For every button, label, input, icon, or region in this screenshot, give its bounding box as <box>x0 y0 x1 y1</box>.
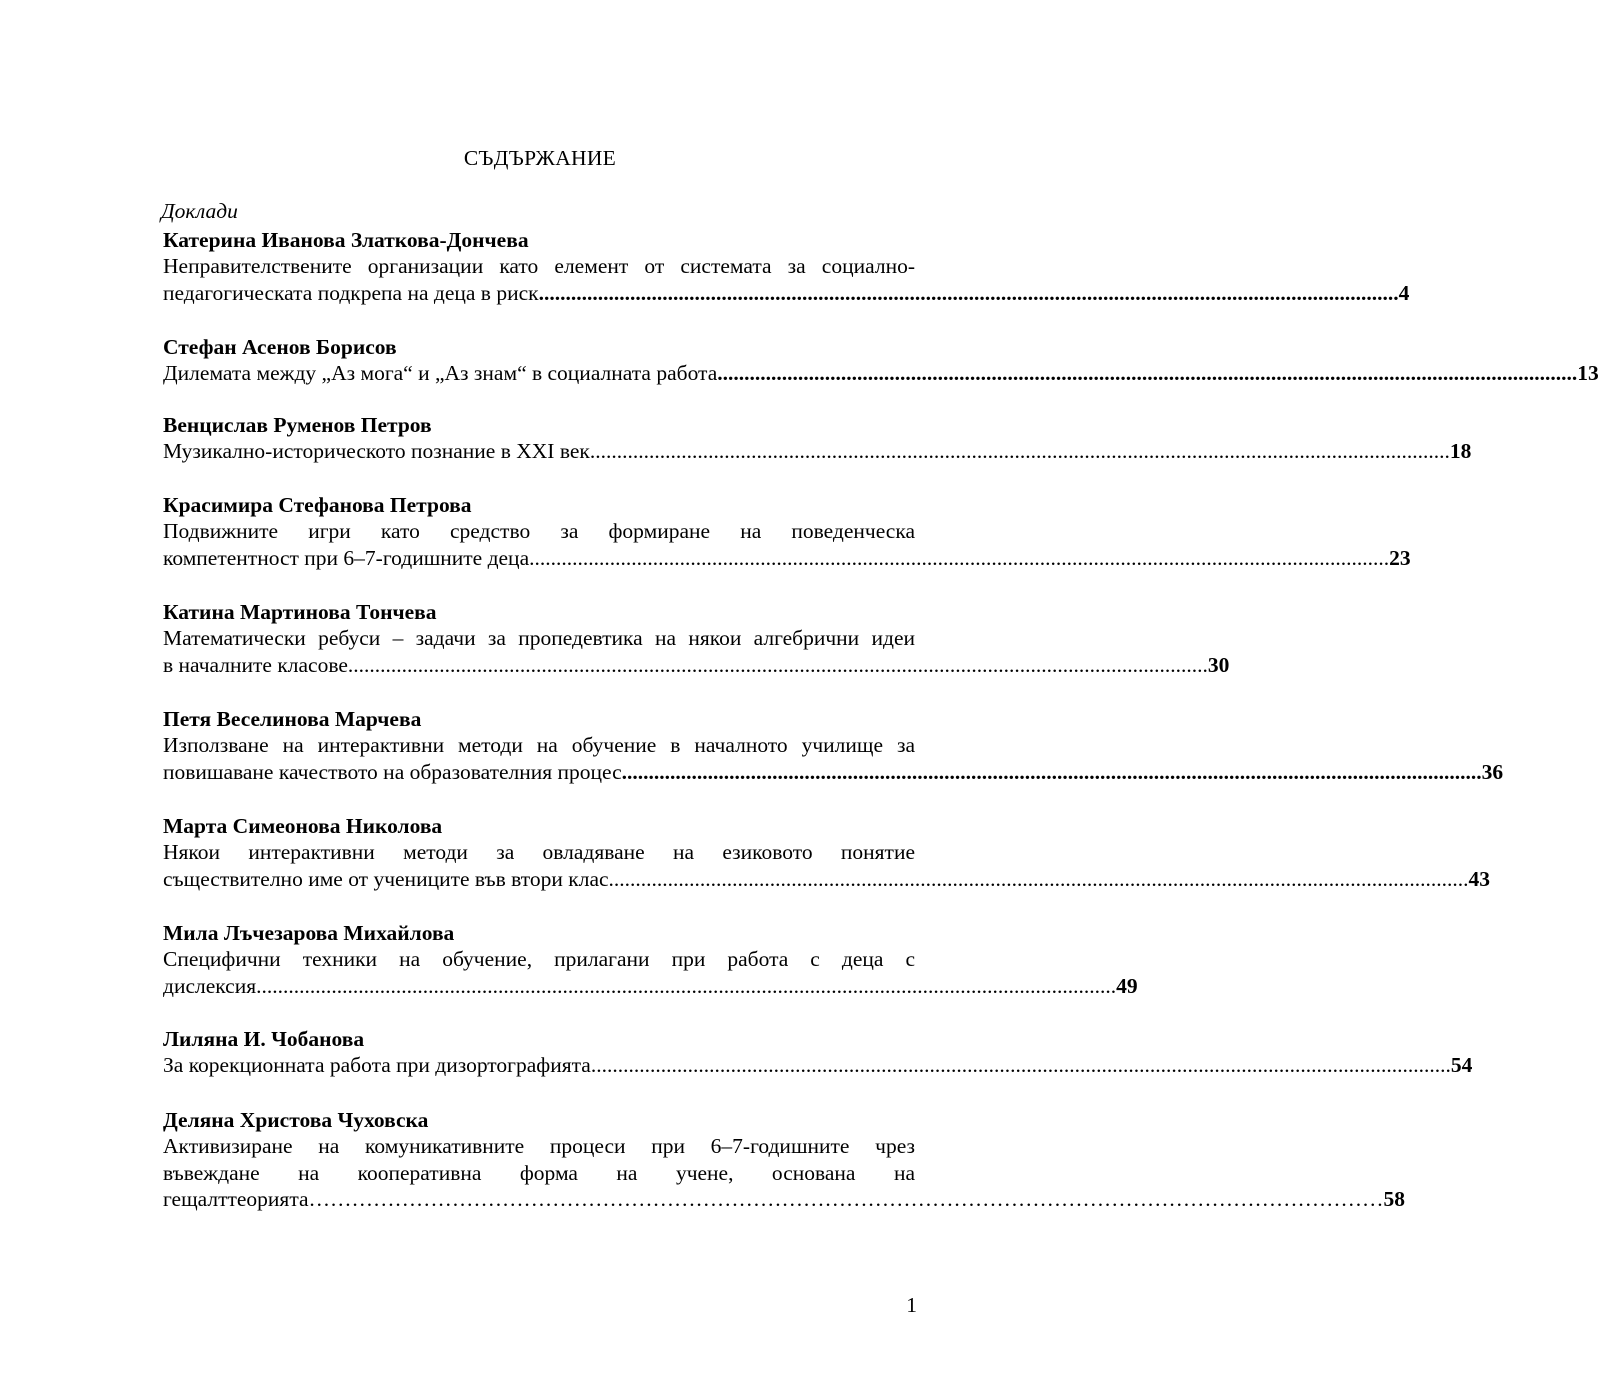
entry-title-last-line <box>163 1052 1473 1079</box>
leader-dots: ................................................................................................................................................................ <box>590 1053 1451 1077</box>
entry-author: Деляна Христова Чуховска <box>163 1108 429 1132</box>
entry-title-text: компетентност при 6–7-годишните деца <box>163 545 530 570</box>
entry-title-last-line <box>163 545 1411 572</box>
entry-author: Венцислав Руменов Петров <box>163 413 432 437</box>
toc-entry <box>163 920 1138 999</box>
entry-title-text: За корекционната работа при дизортографията <box>163 1053 591 1077</box>
entry-title-line: Подвижните игри като средство за формиране на поведенческа <box>163 519 915 543</box>
toc-entry <box>163 599 1230 678</box>
entry-title-text: Дилемата между „Аз мога“ и „Аз знам“ в социалната работа <box>163 361 718 385</box>
toc-entry <box>163 227 1410 306</box>
entry-author: Катина Мартинова Тончева <box>163 600 437 624</box>
entry-title-text: дислексия <box>163 973 257 998</box>
entry-title-text: педагогическата подкрепа на деца в риск <box>163 280 539 305</box>
leader-dots: ................................................................................................................................................................ <box>256 973 1117 998</box>
entry-page-number: 49 <box>1116 973 1138 998</box>
entry-title-last-line <box>163 360 1599 387</box>
entry-page-number: 36 <box>1481 759 1504 784</box>
entry-title-line: Активизиране на комуникативните процеси при 6–7-годишните чрез <box>163 1134 915 1158</box>
entry-title-line: Някои интерактивни методи за овладяване на езиковото понятие <box>163 840 915 864</box>
entry-title-last-line <box>163 652 1230 679</box>
entry-title-text: съществително име от учениците във втори клас <box>163 866 609 891</box>
entry-title-line: Математически ребуси – задачи за пропедевтика на някои алгебрични идеи <box>163 626 915 650</box>
entry-author: Катерина Иванова Златкова-Дончева <box>163 228 529 252</box>
entry-author: Лиляна И. Чобанова <box>163 1027 365 1051</box>
page-title: СЪДЪРЖАНИЕ <box>463 146 617 170</box>
entry-title-text: Музикално-историческото познание в XXI век <box>163 439 590 463</box>
leader-dots: ................................................................................................................................................................ <box>621 759 1482 784</box>
entry-author: Мила Лъчезарова Михайлова <box>163 921 455 945</box>
toc-entry <box>163 1107 1406 1213</box>
entry-page-number: 23 <box>1389 545 1411 570</box>
toc-entry <box>163 706 1504 785</box>
entry-title-last-line <box>163 866 1491 893</box>
entry-page-number: 4 <box>1398 280 1410 305</box>
entry-author: Красимира Стефанова Петрова <box>163 493 472 517</box>
leader-dots: ................................................................................................................................................................ <box>589 439 1450 463</box>
toc-entry <box>163 412 1472 465</box>
entry-author: Марта Симеонова Николова <box>163 814 443 838</box>
leader-dots: ................................................................................................................................................................ <box>347 652 1208 677</box>
entry-title-line: въвеждане на кооперативна форма на учене, основана на <box>163 1160 915 1185</box>
entry-title-last-line <box>163 280 1410 307</box>
entry-page-number: 58 <box>1383 1187 1406 1211</box>
entry-title-line: Използване на интерактивни методи на обучение в началното училище за <box>163 733 915 757</box>
entry-page-number: 54 <box>1450 1053 1473 1077</box>
leader-dots: …………………………………………………………………………………………………………………………………… <box>308 1187 1384 1211</box>
section-label: Доклади <box>161 199 238 223</box>
toc-entry <box>163 334 1599 387</box>
leader-dots: ................................................................................................................................................................ <box>529 545 1390 570</box>
entry-title-line: Неправителствените организации като елемент от системата за социално- <box>163 254 915 278</box>
toc-entry <box>163 1026 1473 1079</box>
entry-title-last-line <box>163 759 1504 786</box>
entry-title-text: в началните класове <box>163 652 348 677</box>
entry-author: Петя Веселинова Марчева <box>163 707 422 731</box>
entry-title-last-line <box>163 438 1472 465</box>
toc-entry <box>163 492 1411 571</box>
entry-title-text: гещалттеорията <box>163 1187 309 1211</box>
entry-page-number: 43 <box>1468 866 1491 891</box>
entry-title-last-line <box>163 1186 1406 1213</box>
entry-title-last-line <box>163 973 1138 1000</box>
entry-author: Стефан Асенов Борисов <box>163 335 397 359</box>
leader-dots: ................................................................................................................................................................ <box>538 280 1399 305</box>
entry-title-line: Специфични техники на обучение, прилагани при работа с деца с <box>163 947 915 971</box>
entry-page-number: 13 <box>1577 361 1599 385</box>
page-number: 1 <box>906 1293 917 1317</box>
leader-dots: ................................................................................................................................................................ <box>608 866 1469 891</box>
entry-page-number: 30 <box>1207 652 1230 677</box>
leader-dots: ................................................................................................................................................................ <box>717 361 1578 385</box>
entry-title-text: повишаване качеството на образователния процес <box>163 759 622 784</box>
toc-entry <box>163 813 1491 892</box>
entry-page-number: 18 <box>1449 439 1472 463</box>
